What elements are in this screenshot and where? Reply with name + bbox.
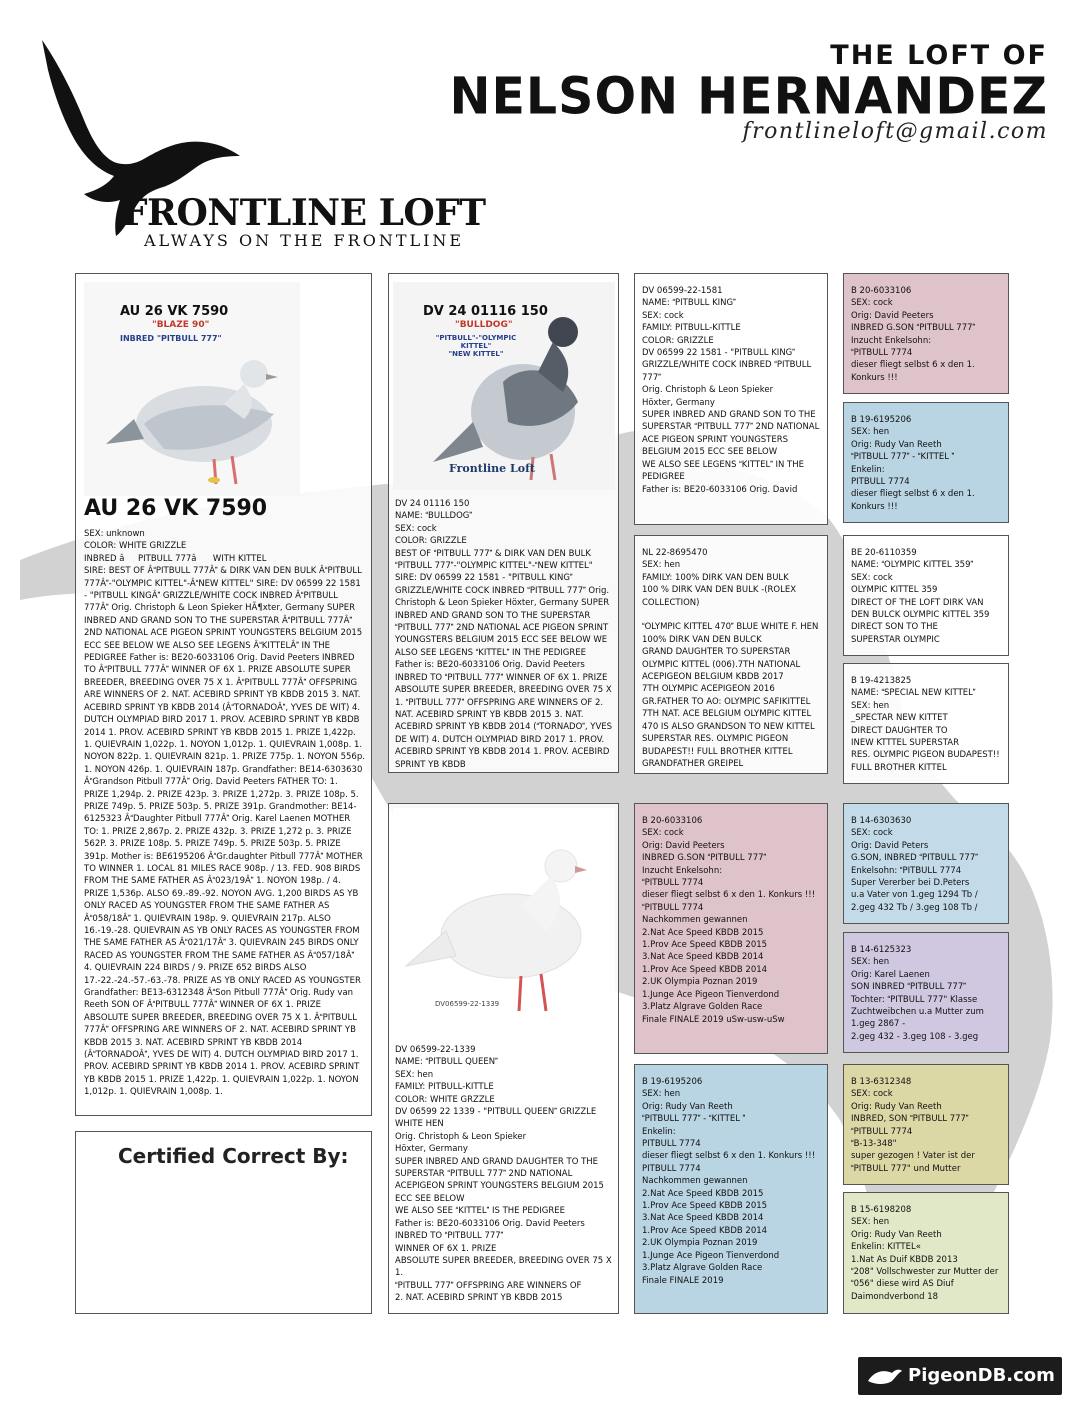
photo-subtitle: "PITBULL"-"OLYMPIC KITTEL" "NEW KITTEL" <box>435 334 517 358</box>
pigeon-pedigree-text: SEX: unknown COLOR: WHITE GRIZZLE INBRED âPITBULL 777â WITH KITTEL SIRE: BEST OF ÂPITBULL 777Â & DIRK VAN DEN BULK ÂPITBULL 777Â-"OLYMPIC KITTEL"-ÂNEW KITTEL" SIRE: DV 06599 22 1581 - "PITBULL KINGÂ GRIZZLE/WHITE COCK INBRED ÂPITBULL 777Â Orig. Christoph & Leon Spieker HÃ¶xter, Germany SUPER INBRED AND GRAND SON TO THE SUPERSTAR ÂPITBULL 777Â 2ND NATIONAL ACE PIGEON SPRINT YOUNGSTERS BELGIUM 2015 ECC SEE BELOW WE ALSO SEE LEGENS ÂKITTELÂ IN THE PEDIGREE Father is: BE20-6033106 Orig. David Peeters INBRED TO ÂPITBULL 777Â WINNER OF 6X 1. PRIZE ABSOLUTE SUPER BREEDER, BREEDING OVER 75 X 1. ÂPITBULL 777Â OFFSPRING ARE WINNERS OF 2. NAT. ACEBIRD SPRINT YB KBDB 2015 3. NAT. ACEBIRD SPRINT YB KBDB 2014 (ÂTORNADOÂ, YVES DE WIT) 4. DUTCH OLYMPIAD BIRD 2017 1. PROV. ACEBIRD SPRINT YB KBDB 2014 1. PROV. ACEBIRD SPRINT YB KBDB 2015 1. PRIZE 1,422p. 1. QUIEVRAIN 1,022p. 1. NOYON 1,012p. 1. QUIEVRAIN 1,008p. 1. NOYON 822p. 1. QUIEVRAIN 821p. 1. PRIZE 775p. 1. NOYON 556p. 1. NOYON 426p. 1. QUIEVRAIN 187p. Grandfather: BE14-6303630 ÂGrandson Pitbull 777Â Orig. David Peeters FATHER TO: 1. PRIZE 1,294p. 2. PRIZE 423p. 3. PRIZE 1,272p. 3. PRIZE 108p. 5. PRIZE 749p. 5. PRIZE 503p. 5. PRIZE 391p. Grandmother: BE14-6125323 ÂDaughter Pitbull 777Â Orig. Karel Laenen MOTHER TO: 1. PRIZE 2,867p. 2. PRIZE 432p. 3. PRIZE 1,272 p. 3. PRIZE 562P. 3. PRIZE 108p. 5. PRIZE 749p. 5. PRIZE 503p. 5. PRIZE 391p. Mother is: BE6195206 ÂGr.daughter Pitbull 777Â MOTHER TO WINNER 1. LOCAL 81 MILES RACE 908p. / 13. FED. 908 BIRDS FROM THE SAME FATHER AS Â023/19Â 1. NOYON 198p. / 4. PRIZE 1,536p. ALSO 69.-89.-92. NOYON AVG. 1,200 BIRDS AS YB ONLY RACED AS YOUNGSTER FROM THE SAME FATHER AS Â058/18Â 1. QUIEVRAIN 198p. 9. QUIEVRAIN 217p. ALSO 16.-19.-28. QUIEVRAIN AS YB ONLY RACES AS YOUNGSTER FROM THE SAME FATHER AS Â021/17Â 3. QUIEVRAIN 245 BIRDS ONLY RACED AS YOUNGSTER FROM THE SAME FATHER AS Â057/18Â 4. QUIEVRAIN 224 BIRDS / 9. PRIZE 652 BIRDS ALSO 17.-22.-24.-57.-63.-78. PRIZE AS YB ONLY RACED AS YOUNGSTER Grandfather: BE13-6312348 ÂSon Pitbull 777Â Orig. Rudy van Reeth SON OF ÂPITBULL 777Â WINNER OF 6X 1. PRIZE ABSOLUTE SUPER BREEDER, BREEDING OVER 75 X 1. ÂPITBULL 777Â OFFSPRING ARE WINNERS OF 2. NAT. ACEBIRD SPRINT YB KBDB 2015 3. NAT. ACEBIRD SPRINT YB KBDB 2014 (ÂTORNADOÂ, YVES DE WIT) 4. DUTCH OLYMPIAD BIRD 2017 1. PROV. ACEBIRD SPRINT YB KBDB 2014 1. PROV. ACEBIRD SPRINT YB KBDB 2015 1. PRIZE 1,422p. 1. QUIEVRAIN 1,022p. 1. NOYON 1,012p. 1. QUIEVRAIN 1,008p. 1. <box>84 529 365 1098</box>
grizzle-pigeon-image <box>413 312 603 487</box>
pedigree-text: B 14-6125323 SEX: hen Orig: Karel Laenen SON INBRED PITBULL 777 Tochter: PITBULL 777" Klasse Zuchtweibchen u.a Mutter zum 1.geg 2867 - 2.geg 432 - 3.geg 108 - 3.geg <box>851 945 984 1042</box>
pedigree-text: BE 20-6110359 NAME: OLYMPIC KITTEL 359 SEX: cock OLYMPIC KITTEL 359 DIRECT OF THE LOFT DIRK VAN DEN BULCK OLYMPIC KITTEL 359 DIRECT SON TO THE SUPERSTAR OLYMPIC <box>851 548 990 645</box>
brand-name: FRONTLINE LOFT <box>122 192 486 234</box>
photo-ring-number: DV 24 01116 150 <box>423 304 548 319</box>
pedigree-card-dam <box>634 535 828 774</box>
loft-owner-name: NELSON HERNANDEZ <box>449 67 1048 126</box>
photo-pigeon-name: "BLAZE 90" <box>152 320 210 330</box>
pedigree-text: DV 06599-22-1581 NAME: PITBULL KING SEX: cock FAMILY: PITBULL-KITTLE COLOR: GRIZZLE DV 06599 22 1581 - "PITBULL KING GRIZZLE/WHITE COCK INBRED PITBULL 777 Orig. Christoph & Leon Spieker Höxter, Germany SUPER INBRED AND GRAND SON TO THE SUPERSTAR PITBULL 777 2ND NATIONAL ACE PIGEON SPRINT YOUNGSTERS BELGIUM 2015 ECC SEE BELOW WE ALSO SEE LEGENS KITTEL IN THE PEDIGREE Father is: BE20-6033106 Orig. David <box>642 286 820 495</box>
pedigree-card-small-4 <box>843 663 1009 784</box>
pedigree-card-small-6 <box>843 932 1009 1053</box>
pedigree-card-small-7 <box>843 1064 1009 1185</box>
pigeon-logo-icon <box>866 1363 904 1389</box>
photo-ring-number: AU 26 VK 7590 <box>120 304 229 319</box>
pigeondb-logo <box>858 1357 1062 1395</box>
photo-loft-brand: Frontline Loft <box>449 462 535 475</box>
pedigree-text: B 19-6195206 SEX: hen Orig: Rudy Van Reeth PITBULL 777 - KITTEL  Enkelin: PITBULL 7774 dieser fliegt selbst 6 x den 1. Konkurs !!! <box>851 415 975 512</box>
pedigree-card-small-3 <box>843 535 1009 656</box>
pedigree-text: B 19-6195206 SEX: hen Orig: Rudy Van Reeth PITBULL 777 - KITTEL  Enkelin: PITBULL 7774 dieser fliegt selbst 6 x den 1. Konkurs !!! PITBULL 7774 Nachkommen gewannen 2.Nat Ace Speed KBDB 2015 1.Prov Ace Speed KBDB 2015 3.Nat Ace Speed KBDB 2014 1.Prov Ace Speed KBDB 2014 2.UK Olympia Poznan 2019 1.Junge Ace Pigeon Tienverdond 3.Platz Algrave Golden Race Finale FINALE 2019 <box>642 1077 816 1286</box>
pigeon-ring-heading: AU 26 VK 7590 <box>84 496 268 521</box>
pedigree-card-grandsire <box>634 803 828 1054</box>
pigeon-photo-3 <box>393 808 615 1040</box>
pedigree-text: B 15-6198208 SEX: hen Orig: Rudy Van Reeth Enkelin: KITTEL« 1.Nat As Duif KBDB 2013 208" Vollschwester zur Mutter der 056" diese wird AS Diuf Daimondverbond 18 <box>851 1205 999 1302</box>
pedigree-text: B 13-6312348 SEX: cock Orig: Rudy Van Reeth INBRED, SON PITBULL 777 PITBULL 7774 B-13-348" super gezogen ! Vater ist der PITBULL 777" und Mutter <box>851 1077 975 1174</box>
photo-subtitle: INBRED "PITBULL 777" <box>120 334 222 343</box>
pigeondb-text: PigeonDB.com <box>908 1365 1055 1386</box>
pedigree-text: B 19-4213825 NAME: SPECIAL NEW KITTEL SEX: hen _SPECTAR NEW KITTET DIRECT DAUGHTER TO INEW KTTTEL SUPERSTAR RES. OLYMPIC PIGEON BUDAPEST!! FULL BROTHER KITTEL <box>851 676 1000 773</box>
pedigree-card-small-2 <box>843 402 1009 523</box>
pigeon-photo-1 <box>84 282 300 496</box>
certified-label: Certified Correct By: <box>118 1144 349 1168</box>
loft-title-top: THE LOFT OF <box>830 40 1048 71</box>
pigeon-photo-2 <box>393 282 615 490</box>
pigeon-card-bulldog <box>388 273 619 773</box>
photo-pigeon-name: "BULLDOG" <box>455 320 513 330</box>
pedigree-text: B 20-6033106 SEX: cock Orig: David Peeters INBRED G.SON PITBULL 777 Inzucht Enkelsohn: PITBULL 7774 dieser fliegt selbst 6 x den 1. Konkurs !!! <box>851 286 976 383</box>
grizzle-pigeon-image <box>104 344 294 494</box>
pedigree-card-small-1 <box>843 273 1009 394</box>
pigeon-card-main <box>75 273 372 1116</box>
pedigree-card-small-8 <box>843 1192 1009 1314</box>
pedigree-card-small-5 <box>843 803 1009 924</box>
pigeon-card-queen <box>388 803 619 1314</box>
pigeon-pedigree-text: DV 24 01116 150 NAME: BULLDOG SEX: cock COLOR: GRIZZLE BEST OF PITBULL 777 & DIRK VAN DEN BULK PITBULL 777-"OLYMPIC KITTEL"-NEW KITTEL" SIRE: DV 06599 22 1581 - "PITBULL KING GRIZZLE/WHITE COCK INBRED PITBULL 777 Orig. Christoph & Leon Spieker Höxter, Germany SUPER INBRED AND GRAND SON TO THE SUPERSTAR PITBULL 777 2ND NATIONAL ACE PIGEON SPRINT YOUNGSTERS BELGIUM 2015 ECC SEE BELOW WE ALSO SEE LEGENS KITTEL IN THE PEDIGREE Father is: BE20-6033106 Orig. David Peeters INBRED TO PITBULL 777 WINNER OF 6X 1. PRIZE ABSOLUTE SUPER BREEDER, BREEDING OVER 75 X 1. PITBULL 777 OFFSPRING ARE WINNERS OF 2. NAT. ACEBIRD SPRINT YB KBDB 2015 3. NAT. ACEBIRD SPRINT YB KBDB 2014 (TORNADO, YVES DE WIT) 4. DUTCH OLYMPIAD BIRD 2017 1. PROV. ACEBIRD SPRINT YB KBDB 2014 1. PROV. ACEBIRD SPRINT YB KBDB <box>395 499 613 770</box>
pedigree-card-sire <box>634 273 828 525</box>
white-pigeon-image <box>401 826 611 1026</box>
photo-ring-number: DV06599-22-1339 <box>435 1000 500 1008</box>
contact-email: frontlineloft@gmail.com <box>742 119 1048 144</box>
pedigree-card-granddam <box>634 1064 828 1314</box>
pedigree-text: B 14-6303630 SEX: cock Orig: David Peters G.SON, INBRED PITBULL 777 Enkelsohn: PITBULL 7774 Super Vererber bei D.Peters u.a Vater von 1.geg 1294 Tb / 2.geg 432 Tb / 3.geg 108 Tb / <box>851 816 978 913</box>
pigeon-pedigree-text: DV 06599-22-1339 NAME: PITBULL QUEEN SEX: hen FAMILY: PITBULL-KITTLE COLOR: WHITE GRZZLE DV 06599 22 1339 - "PITBULL QUEEN GRIZZLE WHITE HEN Orig. Christoph & Leon Spieker Höxter, Germany SUPER INBRED AND GRAND DAUGHTER TO THE SUPERSTAR PITBULL 777 2ND NATIONAL ACEPIGEON SPRINT YOUNGSTERS BELGIUM 2015 ECC SEE BELOW WE ALSO SEE KITTEL IS THE PEDIGREE Father is: BE20-6033106 Orig. David Peeters INBRED TO PITBULL 777 WINNER OF 6X 1. PRIZE ABSOLUTE SUPER BREEDER, BREEDING OVER 75 X 1. PITBULL 777 OFFSPRING ARE WINNERS OF 2. NAT. ACEBIRD SPRINT YB KBDB 2015 <box>395 1045 612 1304</box>
certified-box <box>75 1131 372 1314</box>
brand-tagline: ALWAYS ON THE FRONTLINE <box>144 231 465 250</box>
pedigree-text: NL 22-8695470 SEX: hen FAMILY: 100% DIRK VAN DEN BULK 100 % DIRK VAN DEN BULK -(ROLEX COLLECTION) OLYMPIC KITTEL 470 BLUE WHITE F. HEN 100% DIRK VAN DEN BULCK GRAND DAUGHTER TO SUPERSTAR OLYMPIC KITTEL (006).7TH NATIONAL ACEPIGEON BELGIUM KBDB 2017 7TH OLYMPIC ACEPIGEON 2016 GR.FATHER TO AO: OLYMPIC SAFIKITTEL 7TH NAT. ACE BELGIUM OLYMPIC KITTEL 470 IS ALSO GRANDSON TO NEW KITTEL SUPERSTAR RES. OLYMPIC PIGEON BUDAPEST!! FULL BROTHER KITTEL GRANDFATHER GREIPEL <box>642 548 819 769</box>
pedigree-text: B 20-6033106 SEX: cock Orig: David Peeters INBRED G.SON PITBULL 777 Inzucht Enkelsohn: PITBULL 7774 dieser fliegt selbst 6 x den 1. Konkurs !!! PITBULL 7774 Nachkommen gewannen 2.Nat Ace Speed KBDB 2015 1.Prov Ace Speed KBDB 2015 3.Nat Ace Speed KBDB 2014 1.Prov Ace Speed KBDB 2014 2.UK Olympia Poznan 2019 1.Junge Ace Pigeon Tienverdond 3.Platz Algrave Golden Race Finale FINALE 2019 uSw-usw-uSw <box>642 816 816 1025</box>
